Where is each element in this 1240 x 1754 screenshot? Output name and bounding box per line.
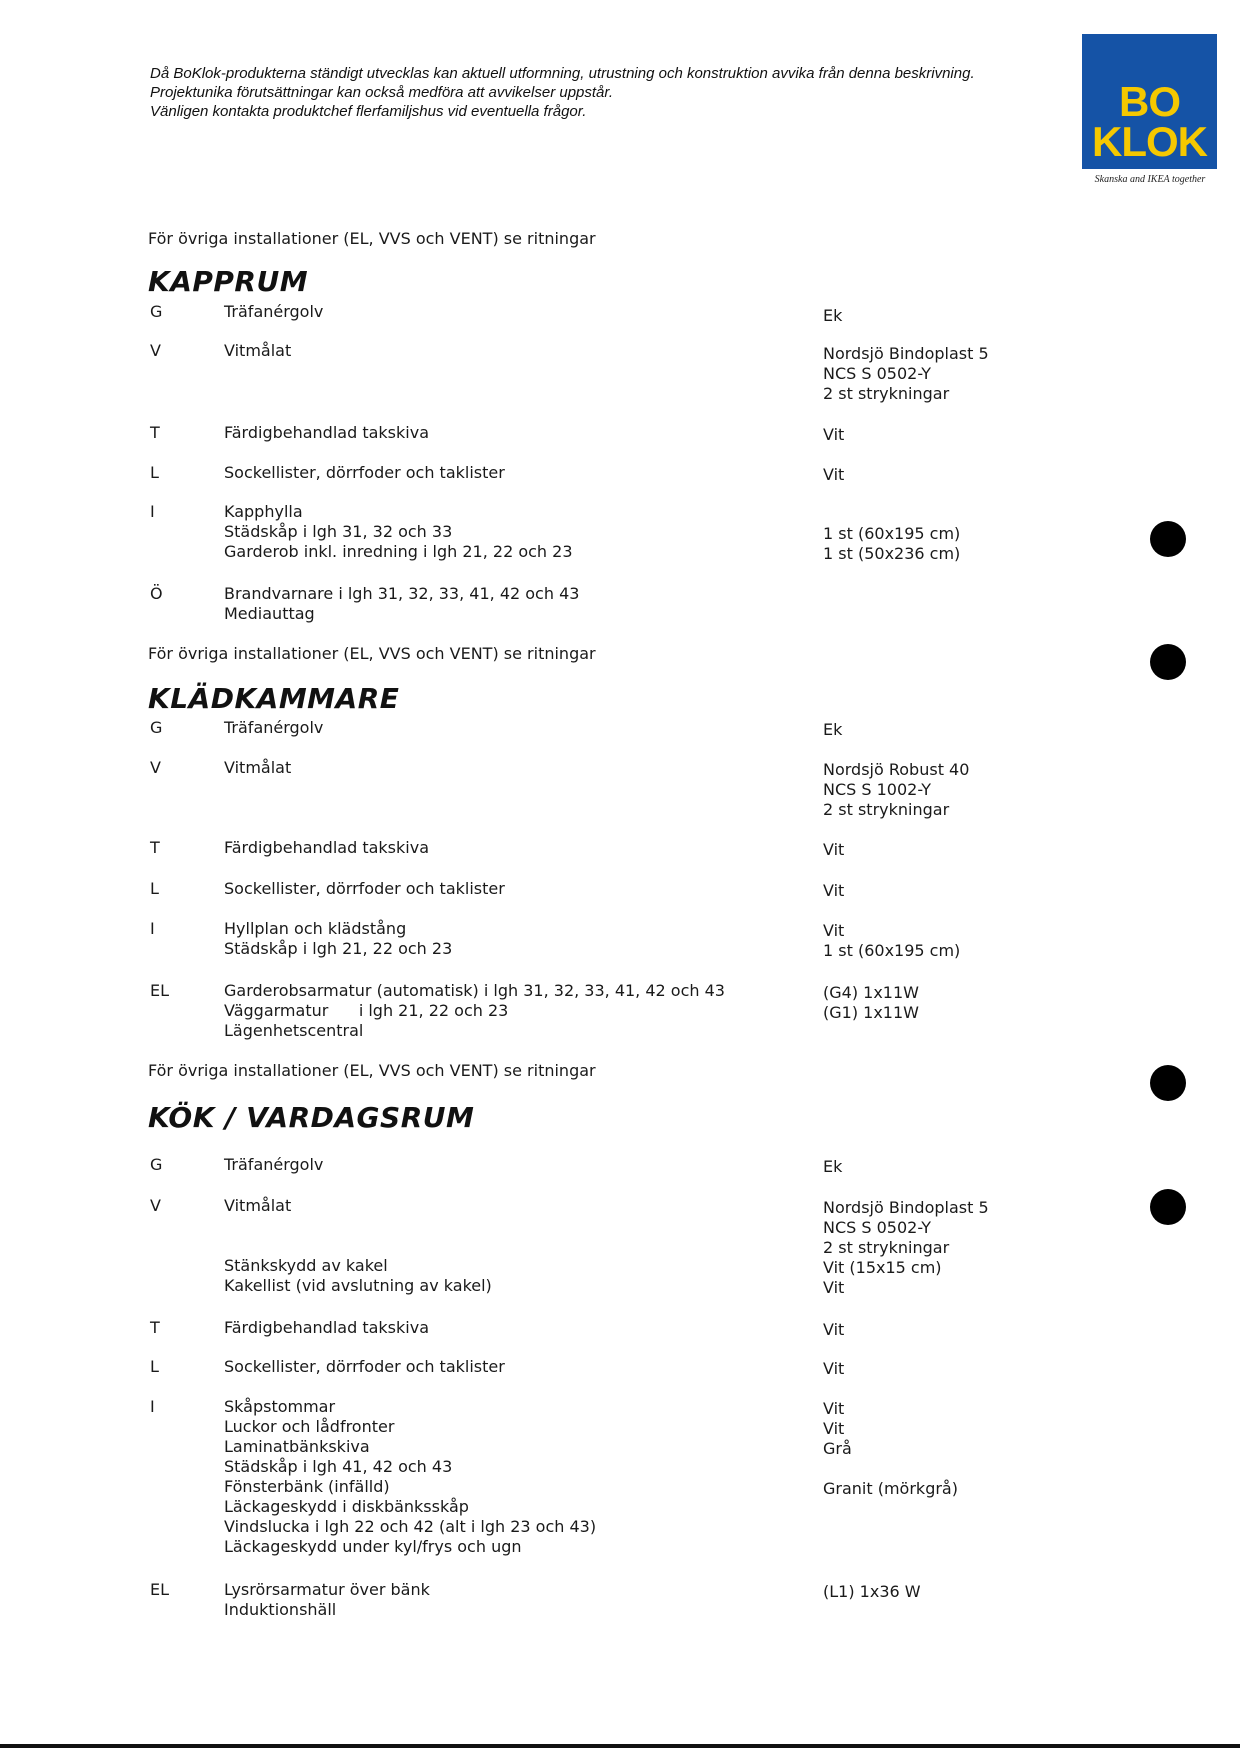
row-code: T — [150, 423, 160, 442]
row-description — [224, 1318, 429, 1338]
logo-line-1: BO — [1119, 78, 1180, 125]
logo-tagline: Skanska and IKEA together — [1094, 174, 1206, 185]
description-line: Laminatbänkskiva — [224, 1437, 370, 1456]
specification-line: Grå — [823, 1439, 852, 1458]
specification-line: 2 st strykningar — [823, 800, 950, 819]
specification-line: 2 st strykningar — [823, 384, 950, 403]
row-specification — [823, 1359, 844, 1379]
row-description — [224, 302, 323, 322]
row-specification — [823, 425, 844, 445]
row-specification — [823, 983, 919, 1023]
specification-line: Vit — [823, 1320, 845, 1339]
row-description — [224, 341, 291, 361]
description-line: Induktionshäll — [224, 1600, 337, 1619]
row-description — [224, 423, 429, 443]
row-code: EL — [150, 1580, 170, 1599]
description-line: Sockellister, dörrfoder och taklister — [224, 879, 505, 898]
row-code: V — [150, 341, 161, 360]
specification-line — [823, 1459, 958, 1479]
row-specification — [823, 720, 842, 740]
disclaimer-line: Då BoKlok-produkterna ständigt utvecklas kan aktuell utformning, utrustning och konstruktion avvika från denna beskrivning. — [150, 65, 975, 82]
specification-line: Ek — [823, 1157, 843, 1176]
description-line: Kapphylla — [224, 502, 303, 521]
specification-line: 1 st (60x195 cm) — [823, 524, 961, 543]
specification-line: Vit — [823, 1359, 845, 1378]
row-description — [224, 758, 291, 778]
description-line: Läckageskydd under kyl/frys och ugn — [224, 1537, 522, 1556]
installations-note: För övriga installationer (EL, VVS och VENT) se ritningar — [148, 1061, 596, 1080]
description-line: Färdigbehandlad takskiva — [224, 423, 429, 442]
specification-line: Vit — [823, 921, 845, 940]
description-line: Sockellister, dörrfoder och taklister — [224, 1357, 505, 1376]
row-description — [224, 838, 429, 858]
description-line: Fönsterbänk (infälld) — [224, 1477, 390, 1496]
description-line: Städskåp i lgh 31, 32 och 33 — [224, 522, 453, 541]
description-line: Hyllplan och klädstång — [224, 919, 407, 938]
disclaimer — [150, 64, 1080, 121]
page-bottom-edge — [0, 1744, 1240, 1748]
specification-line: Nordsjö Robust 40 — [823, 760, 970, 779]
row-description — [224, 584, 579, 624]
description-line: Kakellist (vid avslutning av kakel) — [224, 1276, 492, 1295]
row-specification — [823, 840, 844, 860]
specification-line: Nordsjö Bindoplast 5 — [823, 1198, 989, 1217]
specification-line: Vit — [823, 1278, 845, 1297]
description-line: Vitmålat — [224, 1196, 292, 1215]
specification-line: Vit — [823, 425, 845, 444]
specification-line: Vit — [823, 1399, 845, 1418]
row-code: I — [150, 502, 155, 521]
specification-line: NCS S 0502-Y — [823, 364, 931, 383]
row-description — [224, 1397, 596, 1557]
row-code: G — [150, 1155, 163, 1174]
description-line: Mediauttag — [224, 604, 315, 623]
specification-line: (G4) 1x11W — [823, 983, 919, 1002]
disclaimer-line: Vänligen kontakta produktchef flerfamiljshus vid eventuella frågor. — [150, 103, 587, 120]
description-line: Skåpstommar — [224, 1397, 336, 1416]
specification-line: Granit (mörkgrå) — [823, 1479, 958, 1498]
row-code: EL — [150, 981, 170, 1000]
punch-hole-mark — [1150, 1065, 1186, 1101]
description-line: Städskåp i lgh 21, 22 och 23 — [224, 939, 453, 958]
row-code: V — [150, 758, 161, 777]
row-code: T — [150, 838, 160, 857]
row-description — [224, 1155, 323, 1175]
specification-line: 2 st strykningar — [823, 1238, 950, 1257]
row-description — [224, 1196, 492, 1296]
row-code: Ö — [150, 584, 163, 603]
row-code: T — [150, 1318, 160, 1337]
description-line: Vindslucka i lgh 22 och 42 (alt i lgh 23 och 43) — [224, 1517, 597, 1536]
description-line: Lägenhetscentral — [224, 1021, 364, 1040]
row-specification — [823, 1198, 989, 1298]
row-specification — [823, 504, 960, 564]
row-code: V — [150, 1196, 161, 1215]
description-line: Luckor och lådfronter — [224, 1417, 395, 1436]
description-line: Lysrörsarmatur över bänk — [224, 1580, 430, 1599]
installations-note: För övriga installationer (EL, VVS och VENT) se ritningar — [148, 229, 596, 248]
row-specification — [823, 306, 842, 326]
row-description — [224, 1580, 430, 1620]
row-code: L — [150, 879, 159, 898]
row-code: L — [150, 1357, 159, 1376]
row-code: G — [150, 718, 163, 737]
row-specification — [823, 1157, 842, 1177]
description-line: Stänkskydd av kakel — [224, 1256, 388, 1275]
description-line: Garderob inkl. inredning i lgh 21, 22 och 23 — [224, 542, 573, 561]
description-line: Sockellister, dörrfoder och taklister — [224, 463, 505, 482]
description-line: Läckageskydd i diskbänksskåp — [224, 1497, 469, 1516]
logo-line-2: KLOK — [1092, 118, 1207, 165]
row-code: L — [150, 463, 159, 482]
row-specification — [823, 1399, 958, 1499]
description-line: Vitmålat — [224, 758, 292, 777]
row-specification — [823, 1320, 844, 1340]
row-description — [224, 718, 323, 738]
row-code: G — [150, 302, 163, 321]
description-line: Träfanérgolv — [224, 718, 324, 737]
row-description — [224, 919, 452, 959]
punch-hole-mark — [1150, 521, 1186, 557]
disclaimer-line: Projektunika förutsättningar kan också medföra att avvikelser uppstår. — [150, 84, 614, 101]
description-line — [224, 1236, 492, 1256]
punch-hole-mark — [1150, 644, 1186, 680]
description-line: Brandvarnare i lgh 31, 32, 33, 41, 42 och 43 — [224, 584, 580, 603]
description-line: Väggarmatur i lgh 21, 22 och 23 — [224, 1001, 509, 1020]
specification-line: 1 st (60x195 cm) — [823, 941, 961, 960]
specification-line — [823, 504, 960, 524]
row-code: I — [150, 1397, 155, 1416]
specification-line: Vit — [823, 1419, 845, 1438]
section-title-kladkammare: KLÄDKAMMARE — [148, 682, 400, 715]
row-description — [224, 879, 505, 899]
punch-hole-mark — [1150, 1189, 1186, 1225]
specification-line: 1 st (50x236 cm) — [823, 544, 961, 563]
description-line: Färdigbehandlad takskiva — [224, 838, 429, 857]
row-specification — [823, 1582, 921, 1602]
specification-line: Vit — [823, 465, 845, 484]
specification-line: (L1) 1x36 W — [823, 1582, 921, 1601]
specification-line: (G1) 1x11W — [823, 1003, 919, 1022]
description-line: Städskåp i lgh 41, 42 och 43 — [224, 1457, 453, 1476]
description-line: Färdigbehandlad takskiva — [224, 1318, 429, 1337]
specification-line: Ek — [823, 306, 843, 325]
description-line: Träfanérgolv — [224, 302, 324, 321]
description-line: Vitmålat — [224, 341, 292, 360]
specification-line: NCS S 0502-Y — [823, 1218, 931, 1237]
row-specification — [823, 465, 844, 485]
section-title-kok-vardagsrum: KÖK / VARDAGSRUM — [148, 1101, 475, 1134]
description-line: Garderobsarmatur (automatisk) i lgh 31, 32, 33, 41, 42 och 43 — [224, 981, 725, 1000]
specification-line: Nordsjö Bindoplast 5 — [823, 344, 989, 363]
row-description — [224, 1357, 505, 1377]
row-description — [224, 463, 505, 483]
row-specification — [823, 921, 960, 961]
specification-line: Vit (15x15 cm) — [823, 1258, 942, 1277]
row-specification — [823, 881, 844, 901]
boklok-logo — [1082, 34, 1217, 169]
description-line: Träfanérgolv — [224, 1155, 324, 1174]
row-description — [224, 981, 725, 1041]
specification-line: Ek — [823, 720, 843, 739]
section-title-kapprum: KAPPRUM — [148, 265, 309, 298]
row-code: I — [150, 919, 155, 938]
row-description — [224, 502, 573, 562]
specification-line: Vit — [823, 840, 845, 859]
description-line — [224, 1216, 492, 1236]
row-specification — [823, 344, 989, 404]
installations-note: För övriga installationer (EL, VVS och VENT) se ritningar — [148, 644, 596, 663]
specification-line: NCS S 1002-Y — [823, 780, 931, 799]
specification-line: Vit — [823, 881, 845, 900]
row-specification — [823, 760, 969, 820]
